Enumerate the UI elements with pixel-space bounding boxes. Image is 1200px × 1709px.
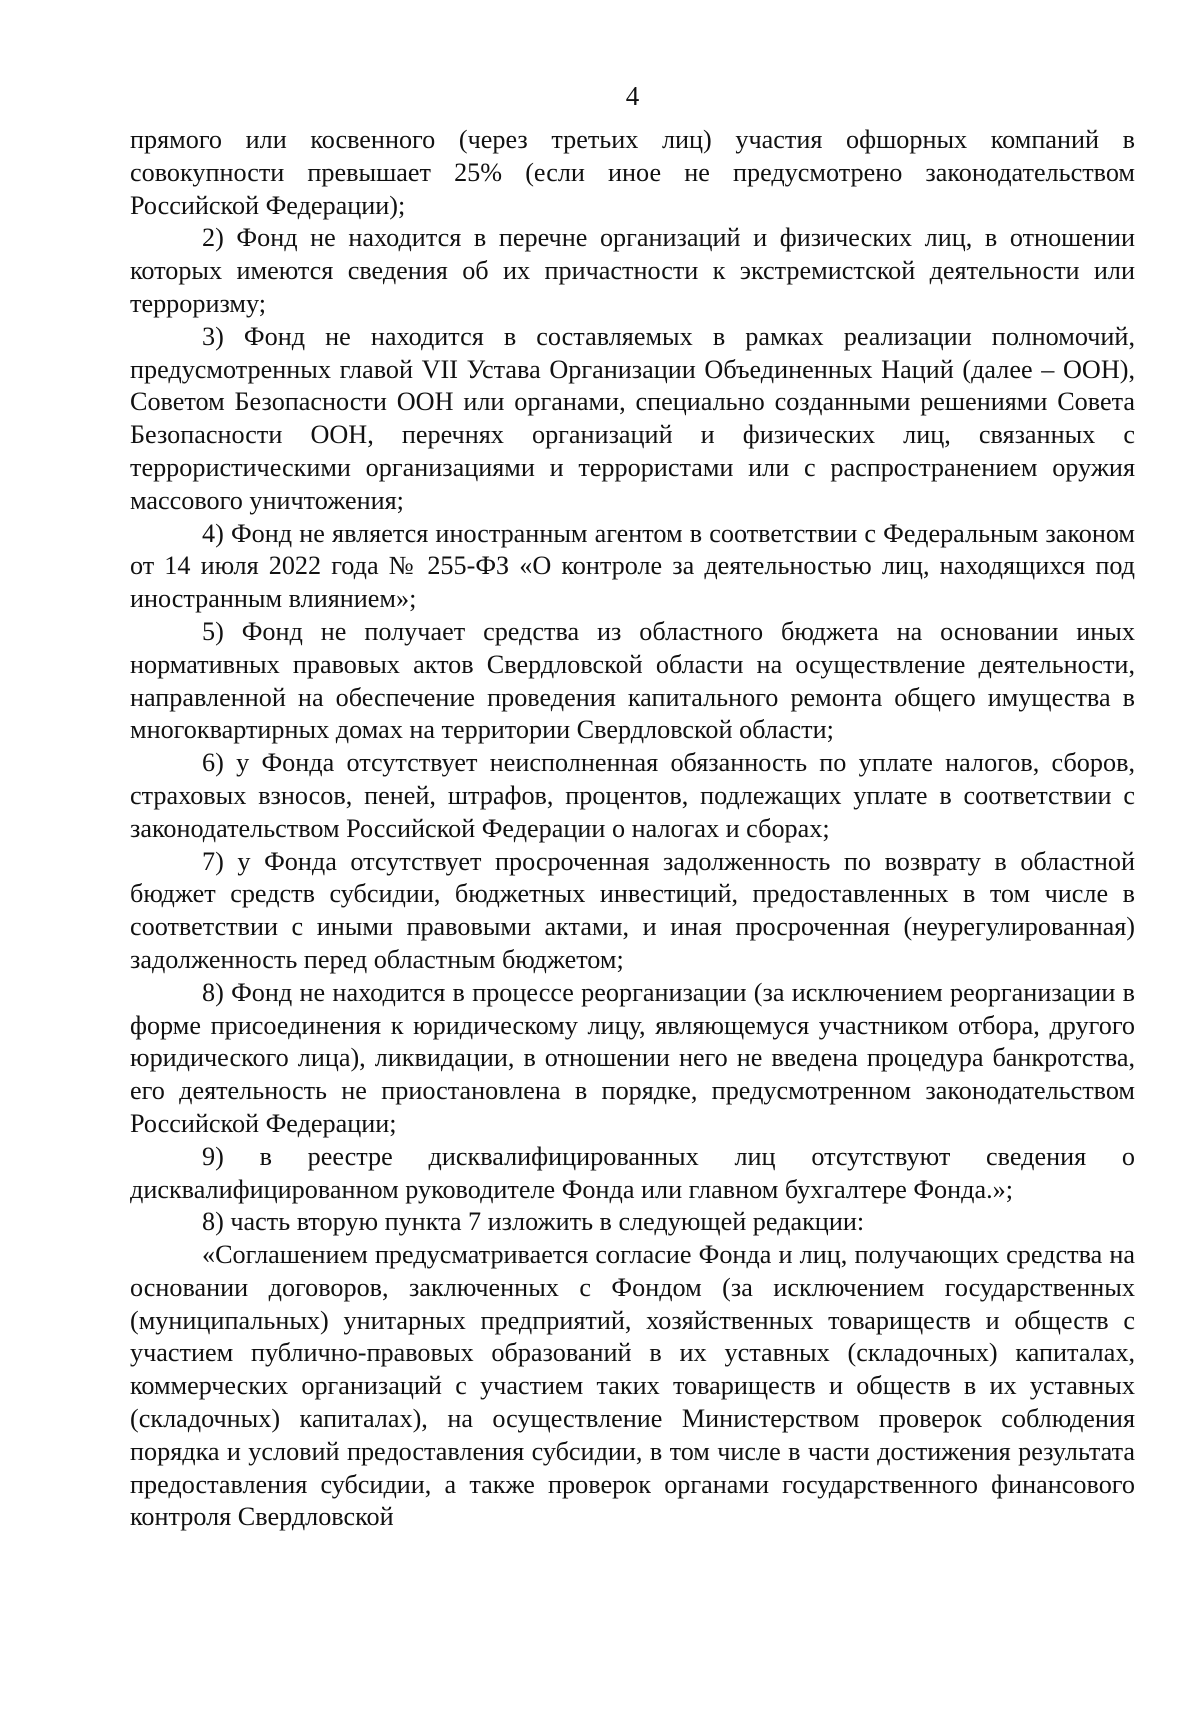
paragraph-item-7: 7) у Фонда отсутствует просроченная задолженность по возврату в областной бюджет средств субсидии, бюджетных инвестиций, предоставленных в том числе в соответствии с иными правовыми актами, и иная просроченная (неурегулированная) задолженность перед областным бюджетом; [130,846,1135,974]
paragraph-agreement-text: «Соглашением предусматривается согласие Фонда и лиц, получающих средства на основании договоров, заключенных с Фондом (за исключением государственных (муниципальных) унитарных предприятий, хозяйственных товариществ и обществ с участием публично-правовых образований в их уставных (складочных) капиталах, коммерческих организаций с участием таких товариществ и обществ в их уставных (складочных) капиталах), на осуществление Министерством проверок соблюдения порядка и условий предоставления субсидии, в том числе в части достижения результата предоставления субсидии, а также проверок органами государственного финансового контроля Свердловской [130,1240,1135,1532]
paragraph-item-4: 4) Фонд не является иностранным агентом в соответствии с Федеральным законом от 14 июля 2022 года № 255-ФЗ «О контроле за деятельностью лиц, находящихся под иностранным влиянием»; [130,518,1135,614]
paragraph-item-6: 6) у Фонда отсутствует неисполненная обязанность по уплате налогов, сборов, страховых взносов, пеней, штрафов, процентов, подлежащих уплате в соответствии с законодательством Российской Федерации о налогах и сборах; [130,748,1135,843]
page-number: 4 [625,81,640,111]
paragraph-item-9: 9) в реестре дисквалифицированных лиц отсутствуют сведения о дисквалифицированном руководителе Фонда или главном бухгалтере Фонда.»; [130,1141,1135,1204]
paragraph-item-2: 2) Фонд не находится в перечне организаций и физических лиц, в отношении которых имеются сведения об их причастности к экстремистской деятельности или терроризму; [130,223,1135,318]
paragraph-item-5: 5) Фонд не получает средства из областного бюджета на основании иных нормативных правовых актов Свердловской области на осуществление деятельности, направленной на обеспечение проведения капитального ремонта общего имущества в многоквартирных домах на территории Свердловской области; [130,616,1135,745]
document-body [130,124,1135,1534]
paragraph-item-3: 3) Фонд не находится в составляемых в рамках реализации полномочий, предусмотренных главой VII Устава Организации Объединенных Наций (далее – ООН), Советом Безопасности ООН или органами, специально созданными решениями Совета Безопасности ООН, перечнях организаций и физических лиц, связанных с террористическими организациями и террористами или с распространением оружия массового уничтожения; [130,321,1135,515]
paragraph-continuation: прямого или косвенного (через третьих лиц) участия офшорных компаний в совокупности превышает 25% (если иное не предусмотрено законодательством Российской Федерации); [130,125,1135,220]
paragraph-item-8: 8) Фонд не находится в процессе реорганизации (за исключением реорганизации в форме присоединения к юридическому лицу, являющемуся участником отбора, другого юридического лица), ликвидации, в отношении него не введена процедура банкротства, его деятельность не приостановлена в порядке, предусмотренном законодательством Российской Федерации; [130,977,1135,1138]
paragraph-amendment-8: 8) часть вторую пункта 7 изложить в следующей редакции: [202,1207,865,1237]
